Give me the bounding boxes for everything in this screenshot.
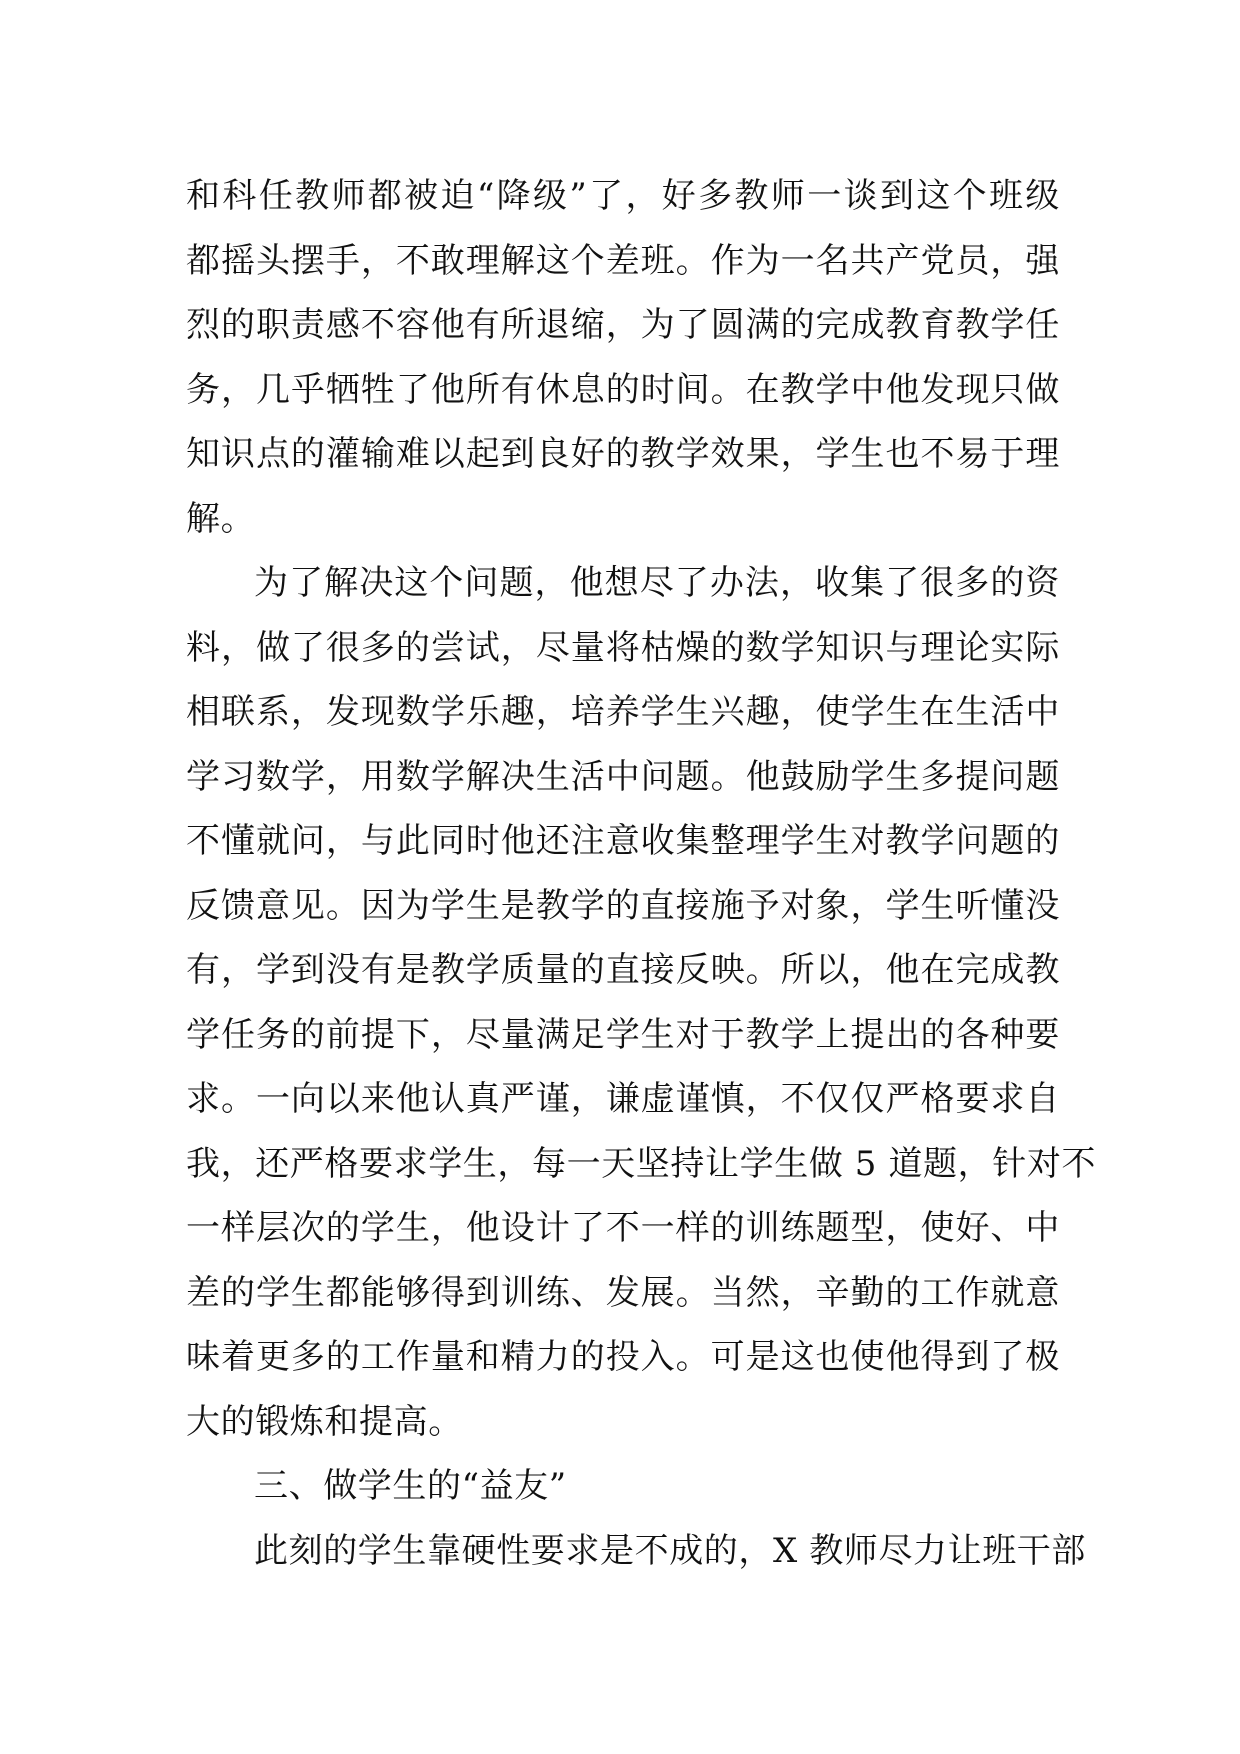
text-line: 解。: [186, 498, 256, 539]
text-line: 相联系，发现数学乐趣，培养学生兴趣，使学生在生活中: [186, 692, 1060, 732]
text-line: 大的锻炼和提高。: [186, 1401, 463, 1442]
text-line: 一样层次的学生，他设计了不一样的训练题型，使好、中: [186, 1208, 1060, 1248]
text-line: 味着更多的工作量和精力的投入。可是这也使他得到了极: [186, 1337, 1060, 1377]
paragraph-start-line: 此刻的学生靠硬性要求是不成的，X 教师尽力让班干部: [254, 1530, 1087, 1571]
body-text: [186, 164, 1097, 1583]
text-line: 和科任教师都被迫“降级”了，好多教师一谈到这个班级: [186, 176, 1060, 216]
text-line: 烈的职责感不容他有所退缩，为了圆满的完成教育教学任: [186, 305, 1060, 345]
text-line: 学任务的前提下，尽量满足学生对于教学上提出的各种要: [186, 1014, 1060, 1055]
text-line: 学习数学，用数学解决生活中问题。他鼓励学生多提问题: [186, 756, 1060, 797]
paragraph-start-line: 为了解决这个问题，他想尽了办法，收集了很多的资: [254, 563, 1060, 603]
text-line: 知识点的灌输难以起到良好的教学效果，学生也不易于理: [186, 434, 1060, 474]
section-heading: 三、做学生的“益友”: [254, 1466, 567, 1506]
text-line: 料，做了很多的尝试，尽量将枯燥的数学知识与理论实际: [186, 627, 1060, 668]
text-line: 反馈意见。因为学生是教学的直接施予对象，学生听懂没: [186, 885, 1060, 926]
text-line: 不懂就问，与此同时他还注意收集整理学生对教学问题的: [186, 821, 1060, 861]
text-line: 差的学生都能够得到训练、发展。当然，辛勤的工作就意: [186, 1272, 1060, 1313]
text-line: 求。一向以来他认真严谨，谦虚谨慎，不仅仅严格要求自: [186, 1079, 1060, 1119]
text-line: 务，几乎牺牲了他所有休息的时间。在教学中他发现只做: [186, 369, 1060, 410]
text-line: 有，学到没有是教学质量的直接反映。所以，他在完成教: [186, 950, 1060, 990]
text-line: 我，还严格要求学生，每一天坚持让学生做 5 道题，针对不: [186, 1143, 1097, 1184]
text-line: 都摇头摆手，不敢理解这个差班。作为一名共产党员，强: [186, 240, 1060, 281]
